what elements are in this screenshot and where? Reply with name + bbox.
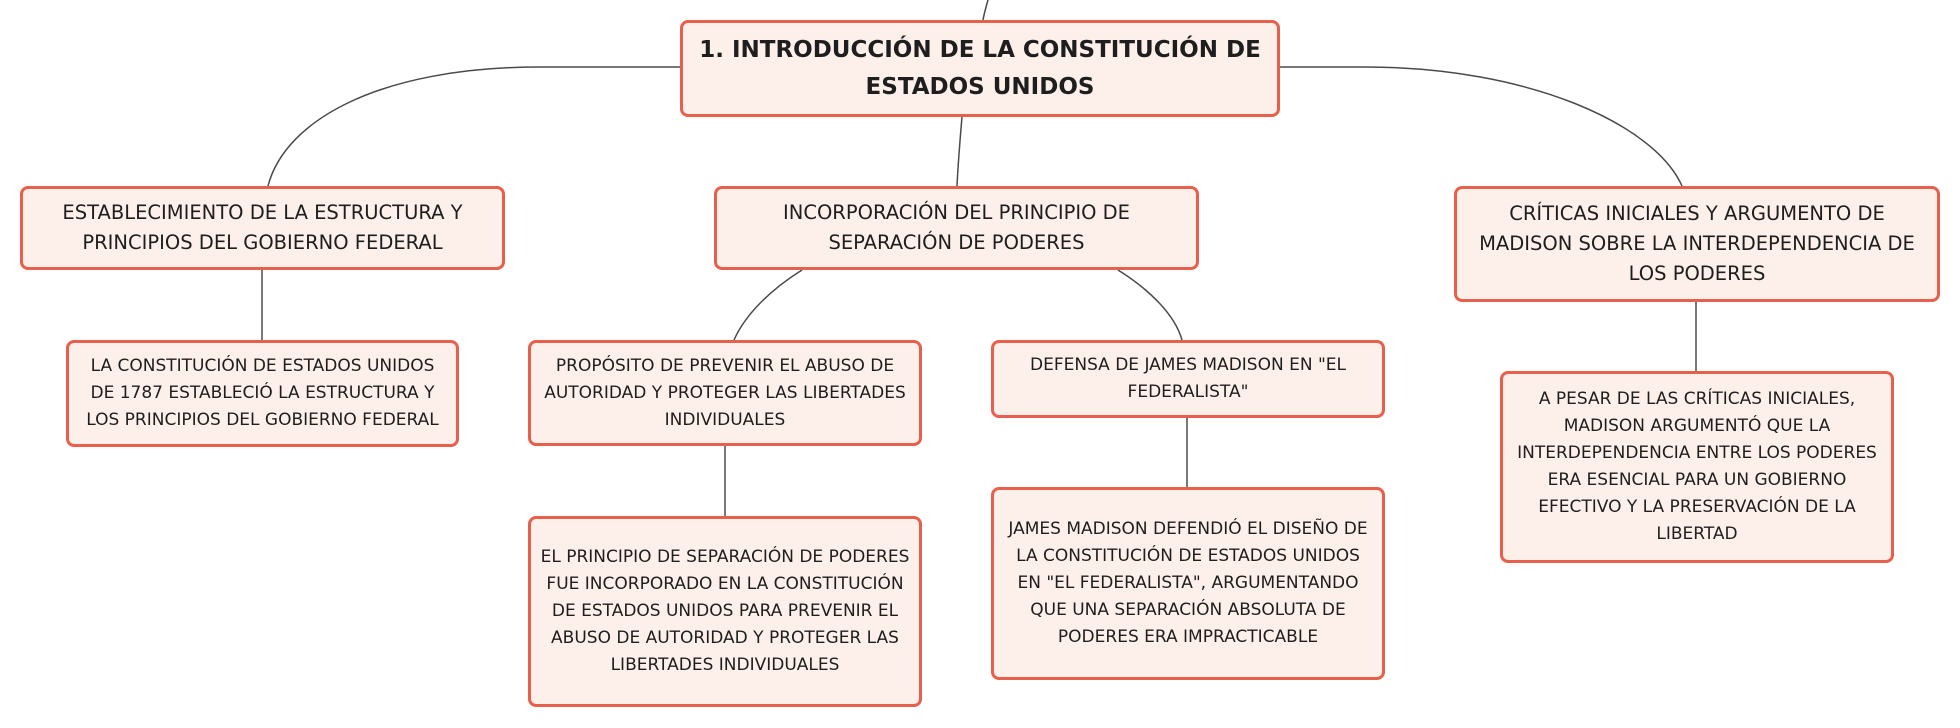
subtopic-defensa[interactable]: [991, 340, 1385, 418]
subtopic-defensa-detalle[interactable]: [991, 487, 1385, 680]
subtopic-estructura-detalle[interactable]: [66, 340, 459, 447]
subtopic-proposito-text: PROPÓSITO DE PREVENIR EL ABUSO DE AUTORIDAD Y PROTEGER LAS LIBERTADES INDIVIDUALES: [544, 355, 906, 430]
connector-root-estructura: [268, 67, 680, 186]
subtopic-estructura-detalle-text: LA CONSTITUCIÓN DE ESTADOS UNIDOS DE 1787 ESTABLECIÓ LA ESTRUCTURA Y LOS PRINCIPIOS DEL GOBIERNO FEDERAL: [86, 356, 439, 430]
subtopic-proposito-detalle-text: EL PRINCIPIO DE SEPARACIÓN DE PODERES FUE INCORPORADO EN LA CONSTITUCIÓN DE ESTADOS UNIDOS PARA PREVENIR EL ABUSO DE AUTORIDAD Y PROTEGER LAS LIBERTADES INDIVIDUALES: [540, 547, 910, 675]
root-topic-node[interactable]: [680, 20, 1280, 117]
subtopic-criticas-detalle-text: A PESAR DE LAS CRÍTICAS INICIALES, MADISON ARGUMENTÓ QUE LA INTERDEPENDENCIA ENTRE LOS PODERES ERA ESENCIAL PARA UN GOBIERNO EFECTIVO Y LA PRESERVACIÓN DE LA LIBERTAD: [1517, 389, 1877, 544]
topic-criticas-text: CRÍTICAS INICIALES Y ARGUMENTO DE MADISON SOBRE LA INTERDEPENDENCIA DE LOS PODERES: [1479, 202, 1915, 285]
subtopic-proposito[interactable]: [528, 340, 922, 446]
connector-separacion-defensa: [1118, 270, 1182, 340]
subtopic-proposito-detalle[interactable]: [528, 516, 922, 707]
connector-root-criticas: [1280, 67, 1682, 186]
connector-to-parent: [983, 0, 988, 20]
subtopic-defensa-detalle-text: JAMES MADISON DEFENDIÓ EL DISEÑO DE LA CONSTITUCIÓN DE ESTADOS UNIDOS EN "EL FEDERALISTA", ARGUMENTANDO QUE UNA SEPARACIÓN ABSOLUTA DE PODERES ERA IMPRACTICABLE: [1008, 519, 1368, 647]
topic-estructura-text: ESTABLECIMIENTO DE LA ESTRUCTURA Y PRINCIPIOS DEL GOBIERNO FEDERAL: [62, 201, 463, 254]
connector-separacion-proposito: [734, 270, 802, 340]
subtopic-criticas-detalle[interactable]: [1500, 371, 1894, 563]
topic-separacion-text: INCORPORACIÓN DEL PRINCIPIO DE SEPARACIÓN DE PODERES: [782, 201, 1131, 254]
topic-estructura[interactable]: [20, 186, 505, 270]
connector-root-separacion: [957, 117, 962, 186]
subtopic-defensa-text: DEFENSA DE JAMES MADISON EN "EL FEDERALISTA": [1030, 355, 1346, 402]
root-topic-text: 1. INTRODUCCIÓN DE LA CONSTITUCIÓN DE ESTADOS UNIDOS: [699, 36, 1261, 100]
topic-separacion[interactable]: [714, 186, 1199, 270]
topic-criticas[interactable]: [1454, 186, 1940, 302]
